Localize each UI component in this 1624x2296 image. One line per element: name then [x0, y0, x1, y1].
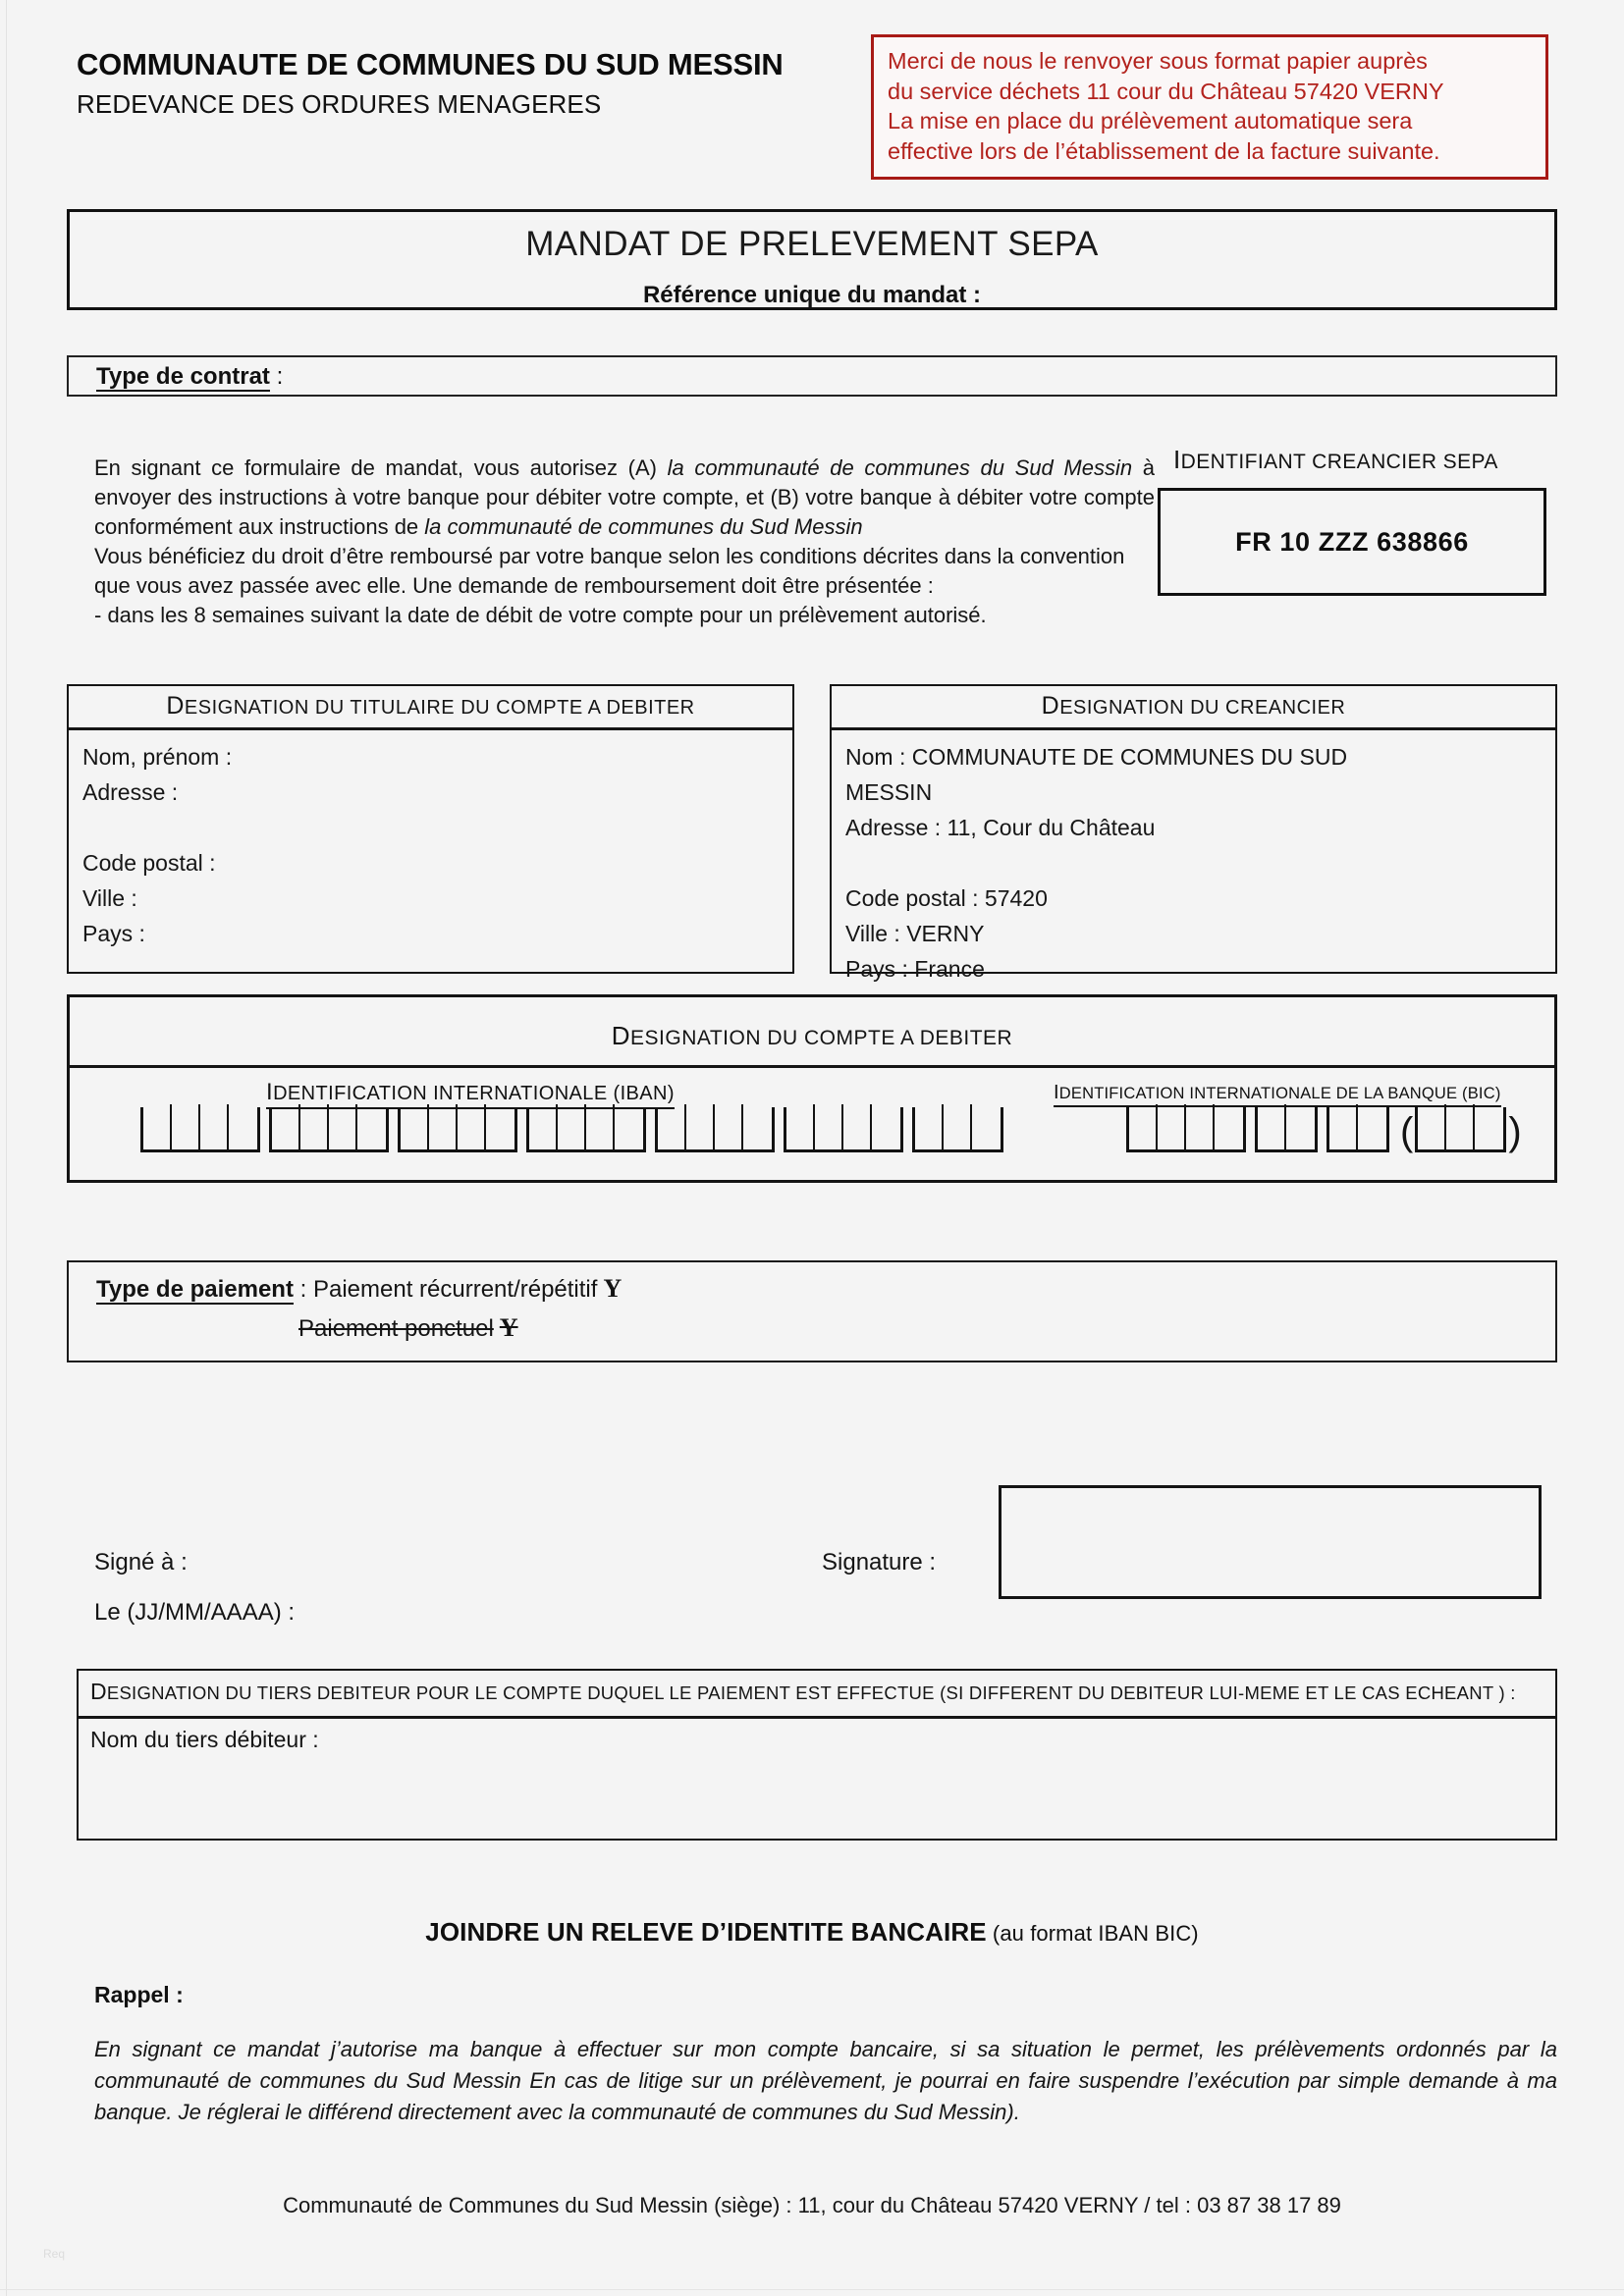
comb-cell[interactable]: [143, 1104, 172, 1149]
creditor-field-ville: Ville : VERNY: [845, 921, 985, 946]
payment-ponctuel-text: Paiement ponctuel: [298, 1315, 494, 1342]
comb-cell[interactable]: [558, 1104, 586, 1149]
rappel-text: En signant ce mandat j’autorise ma banque à effectuer sur mon compte bancaire, si sa situation le permet, les prélèvements ordonnés par la communauté de communes du Sud Messin En cas de litige sur un prélèvement, je pourrai en faire suspendre l’exécution par simple demande à ma banque. Je réglerai le différend directement avec la communauté de communes du Sud Messin).: [94, 2037, 1557, 2124]
creditor-identifier-value: FR 10 ZZZ 638866: [1235, 526, 1469, 557]
bic-label-rest: DENTIFICATION INTERNATIONALE DE LA BANQUE (BIC): [1058, 1085, 1501, 1102]
mandate-paragraph-3: - dans les 8 semaines suivant la date de débit de votre compte pour un prélèvement autorisé.: [94, 603, 987, 627]
account-to-debit-header-rest: ESIGNATION DU COMPTE A DEBITER: [630, 1027, 1013, 1049]
payment-type-line-recurrent[interactable]: [96, 1274, 1555, 1304]
contract-type-label: [96, 363, 283, 391]
red-notice-line-2: du service déchets 11 cour du Château 57420 VERNY: [888, 78, 1444, 104]
comb-cell[interactable]: [172, 1104, 200, 1149]
comb-cell[interactable]: [686, 1104, 715, 1149]
payment-recurrent-checkbox[interactable]: Y: [603, 1274, 623, 1303]
contract-type-colon: :: [269, 363, 284, 390]
comb-group[interactable]: [1255, 1107, 1318, 1152]
payment-type-line-ponctuel[interactable]: [298, 1313, 1555, 1343]
creditor-header-rest: ESIGNATION DU CREANCIER: [1059, 697, 1346, 719]
creditor-identifier-label-cap: I: [1173, 445, 1181, 474]
payment-ponctuel-checkbox[interactable]: Y: [499, 1313, 518, 1342]
signed-at-label[interactable]: Signé à :: [94, 1549, 188, 1575]
third-party-debtor-header: [79, 1671, 1555, 1719]
attach-rib-notice: [0, 1917, 1624, 1948]
comb-cell[interactable]: [658, 1104, 686, 1149]
comb-group[interactable]: [269, 1107, 389, 1152]
mandate-p1-part-b: à envoyer des instructions à votre banque pour débiter votre compte, et (B) votre banque à débiter votre compte conformément aux instructions de: [94, 455, 1155, 539]
holder-field-spacer: [82, 810, 779, 845]
comb-cell[interactable]: [529, 1104, 558, 1149]
organization-title: COMMUNAUTE DE COMMUNES DU SUD MESSIN: [77, 47, 784, 81]
holder-field-code-postal[interactable]: Code postal :: [82, 850, 216, 876]
comb-cell[interactable]: [843, 1104, 872, 1149]
third-party-debtor-section: [77, 1669, 1557, 1841]
comb-cell[interactable]: [229, 1104, 257, 1149]
comb-cell[interactable]: [1475, 1104, 1503, 1149]
document-footer: Communauté de Communes du Sud Messin (siège) : 11, cour du Château 57420 VERNY / tel : 03 87 38 17 89: [283, 2193, 1341, 2217]
account-holder-panel-header: [69, 686, 792, 730]
signature-field[interactable]: [999, 1485, 1542, 1599]
creditor-field-adresse: Adresse : 11, Cour du Château: [845, 815, 1156, 840]
comb-cell[interactable]: [915, 1104, 944, 1149]
comb-cell[interactable]: [786, 1104, 815, 1149]
third-party-header-rest: ESIGNATION DU TIERS DEBITEUR POUR LE COMPTE DUQUEL LE PAIEMENT EST EFFECTUE (SI DIFFERENT DU DEBITEUR LUI-MEME ET LE CAS ECHEANT ) :: [106, 1682, 1516, 1703]
creditor-field-spacer: [845, 845, 1542, 881]
comb-group[interactable]: [655, 1107, 775, 1152]
comb-cell[interactable]: [1129, 1104, 1158, 1149]
account-holder-fields[interactable]: [69, 730, 792, 951]
creditor-identifier-box: [1158, 488, 1546, 596]
comb-cell[interactable]: [329, 1104, 357, 1149]
contract-type-label-text: Type de contrat: [96, 363, 270, 390]
document-header: [77, 47, 901, 120]
comb-cell[interactable]: [1286, 1104, 1315, 1149]
red-notice-line-3: La mise en place du prélèvement automatique sera: [888, 108, 1413, 134]
comb-cell[interactable]: [1186, 1104, 1215, 1149]
comb-cell[interactable]: [1158, 1104, 1186, 1149]
holder-field-nom[interactable]: Nom, prénom :: [82, 744, 233, 770]
comb-cell[interactable]: [1418, 1104, 1446, 1149]
organization-subtitle: REDEVANCE DES ORDURES MENAGERES: [77, 89, 602, 119]
comb-group[interactable]: [912, 1107, 1003, 1152]
comb-cell[interactable]: [1258, 1104, 1286, 1149]
comb-group[interactable]: [398, 1107, 517, 1152]
comb-cell[interactable]: [357, 1104, 386, 1149]
creditor-header-cap: D: [1041, 692, 1060, 720]
creditor-field-nom-cont: MESSIN: [845, 779, 933, 805]
iban-label-cap: I: [266, 1079, 274, 1105]
creditor-fields: [832, 730, 1555, 987]
comb-cell[interactable]: [743, 1104, 772, 1149]
comb-group[interactable]: [1326, 1107, 1389, 1152]
scan-artifact: Req: [43, 2247, 66, 2261]
holder-field-ville[interactable]: Ville :: [82, 885, 137, 911]
signed-date-label[interactable]: Le (JJ/MM/AAAA) :: [94, 1599, 296, 1626]
creditor-panel-header: [832, 686, 1555, 730]
red-notice-line-4: effective lors de l’établissement de la facture suivante.: [888, 137, 1440, 164]
payment-type-label: Type de paiement: [96, 1276, 294, 1303]
comb-cell[interactable]: [715, 1104, 743, 1149]
creditor-field-pays: Pays : France: [845, 956, 985, 982]
account-holder-panel: [67, 684, 794, 974]
comb-cell[interactable]: [615, 1104, 643, 1149]
comb-cell[interactable]: [1358, 1104, 1386, 1149]
mandate-paragraph-1: [94, 454, 1155, 542]
comb-group[interactable]: [1126, 1107, 1246, 1152]
bic-paren-open: (: [1400, 1110, 1414, 1153]
holder-field-adresse[interactable]: Adresse :: [82, 779, 179, 805]
mandate-p1-part-a: En signant ce formulaire de mandat, vous autorisez (A): [94, 455, 668, 480]
account-holder-header-cap: D: [166, 692, 185, 720]
rappel-title: Rappel :: [94, 1982, 184, 2007]
attach-rib-format: (au format IBAN BIC): [986, 1921, 1199, 1946]
third-party-header-cap: D: [90, 1679, 107, 1704]
mandate-p1-italic-1: la communauté de communes du Sud Messin: [667, 455, 1133, 480]
iban-bic-comb-row: [70, 1107, 1554, 1166]
iban-input-comb[interactable]: [140, 1107, 1012, 1152]
bic-paren-close: ): [1508, 1110, 1522, 1153]
contract-type-box[interactable]: [67, 355, 1557, 397]
creditor-field-nom: Nom : COMMUNAUTE DE COMMUNES DU SUD: [845, 744, 1348, 770]
iban-bic-labels: [70, 1068, 1554, 1107]
comb-cell[interactable]: [872, 1104, 900, 1149]
mandate-paragraph-2: Vous bénéficiez du droit d’être remboursé par votre banque selon les conditions décrites dans la convention que vous avez passée avec elle. Une demande de remboursement doit être présentée :: [94, 544, 1125, 598]
creditor-panel: [830, 684, 1557, 982]
comb-cell[interactable]: [1329, 1104, 1358, 1149]
comb-cell[interactable]: [815, 1104, 843, 1149]
bic-optional-comb-group[interactable]: [1415, 1107, 1506, 1152]
red-notice-box: [871, 34, 1548, 180]
comb-cell[interactable]: [272, 1104, 300, 1149]
comb-cell[interactable]: [401, 1104, 429, 1149]
payment-type-colon: :: [293, 1276, 313, 1303]
comb-cell[interactable]: [429, 1104, 458, 1149]
creditor-identifier-label-rest: DENTIFIANT CREANCIER SEPA: [1180, 451, 1498, 473]
mandate-reference-label: Référence unique du mandat :: [642, 282, 982, 308]
comb-cell[interactable]: [1215, 1104, 1243, 1149]
creditor-identifier-label: [1173, 445, 1498, 475]
account-to-debit-header-cap: D: [611, 1021, 631, 1050]
third-party-name-field[interactable]: Nom du tiers débiteur :: [90, 1727, 319, 1752]
iban-label-rest: DENTIFICATION INTERNATIONALE (IBAN): [273, 1083, 675, 1104]
red-notice-line-1: Merci de nous le renvoyer sous format papier auprès: [888, 48, 1428, 74]
comb-group[interactable]: [526, 1107, 646, 1152]
account-to-debit-header: [70, 997, 1554, 1068]
comb-group[interactable]: [140, 1107, 260, 1152]
comb-cell[interactable]: [300, 1104, 329, 1149]
bic-input-comb[interactable]: [1126, 1107, 1524, 1152]
mandate-title-box: [67, 209, 1557, 310]
comb-cell[interactable]: [1446, 1104, 1475, 1149]
mandate-authorization-text: [94, 454, 1155, 630]
payment-type-box: [67, 1260, 1557, 1362]
account-holder-header-rest: ESIGNATION DU TITULAIRE DU COMPTE A DEBITER: [184, 697, 695, 719]
mandate-title: MANDAT DE PRELEVEMENT SEPA: [525, 225, 1099, 263]
attach-rib-main: JOINDRE UN RELEVE D’IDENTITE BANCAIRE: [425, 1917, 987, 1947]
comb-cell[interactable]: [486, 1104, 514, 1149]
payment-recurrent-text: Paiement récurrent/répétitif: [312, 1276, 598, 1303]
bic-label-cap: I: [1054, 1082, 1059, 1103]
comb-cell[interactable]: [586, 1104, 615, 1149]
comb-cell[interactable]: [972, 1104, 1001, 1149]
comb-group[interactable]: [784, 1107, 903, 1152]
comb-cell[interactable]: [458, 1104, 486, 1149]
mandate-p1-italic-2: la communauté de communes du Sud Messin: [424, 514, 863, 539]
creditor-field-code-postal: Code postal : 57420: [845, 885, 1048, 911]
comb-cell[interactable]: [944, 1104, 972, 1149]
account-to-debit-section: [67, 994, 1557, 1183]
holder-field-pays[interactable]: Pays :: [82, 921, 145, 946]
comb-cell[interactable]: [200, 1104, 229, 1149]
signature-label: Signature :: [822, 1549, 937, 1575]
